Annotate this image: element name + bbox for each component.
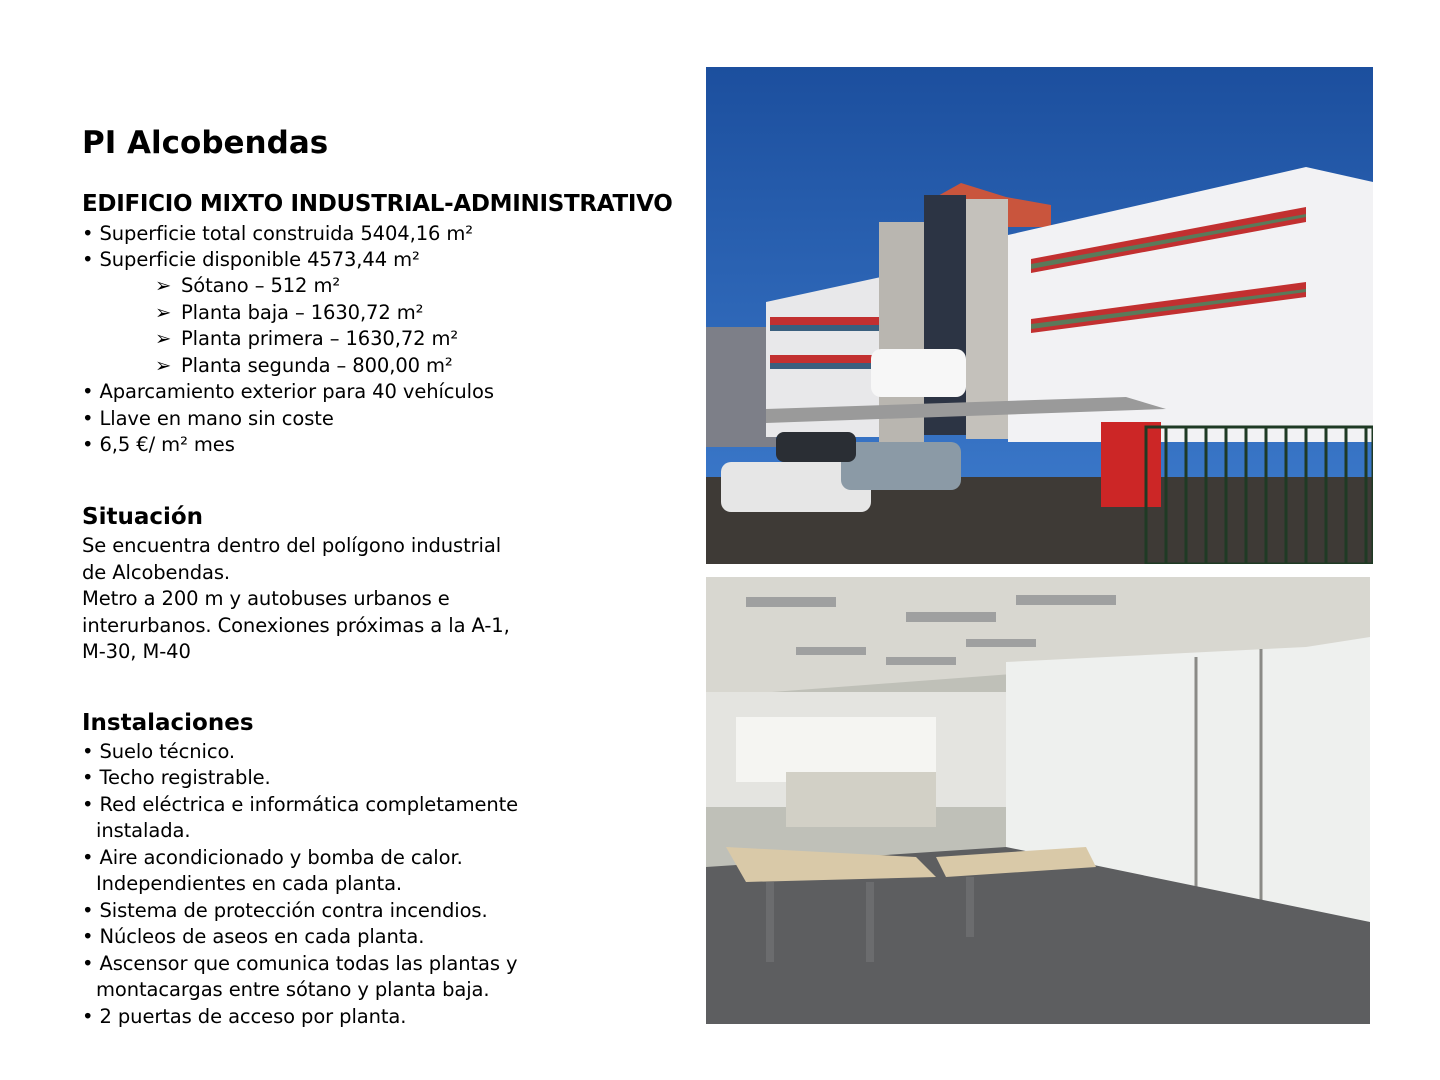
arrow-bullet-icon: ➢ bbox=[155, 274, 172, 297]
page-title: PI Alcobendas bbox=[82, 125, 329, 161]
floor-item: ➢ Planta segunda – 800,00 m² bbox=[155, 353, 453, 379]
office-interior-photo bbox=[706, 577, 1370, 1024]
instalaciones-line: montacargas entre sótano y planta baja. bbox=[96, 978, 490, 1001]
situacion-line: Se encuentra dentro del polígono industrial bbox=[82, 534, 502, 557]
feature-total-area: • Superficie total construida 5404,16 m² bbox=[82, 222, 474, 245]
feature-price: • 6,5 €/ m² mes bbox=[82, 433, 235, 456]
instalaciones-line: • Red eléctrica e informática completamente bbox=[82, 793, 519, 816]
instalaciones-line: • Sistema de protección contra incendios. bbox=[82, 899, 488, 922]
instalaciones-line: • Aire acondicionado y bomba de calor. bbox=[82, 846, 463, 869]
arrow-bullet-icon: ➢ bbox=[155, 301, 172, 324]
situacion-line: Metro a 200 m y autobuses urbanos e bbox=[82, 587, 450, 610]
instalaciones-heading: Instalaciones bbox=[82, 710, 254, 736]
building-exterior-photo bbox=[706, 67, 1373, 564]
feature-parking: • Aparcamiento exterior para 40 vehículos bbox=[82, 380, 494, 403]
instalaciones-line: instalada. bbox=[96, 819, 191, 842]
feature-turnkey: • Llave en mano sin coste bbox=[82, 407, 334, 430]
floor-item: ➢ Sótano – 512 m² bbox=[155, 273, 340, 299]
situacion-heading: Situación bbox=[82, 504, 204, 530]
instalaciones-line: • Ascensor que comunica todas las plantas y bbox=[82, 952, 518, 975]
situacion-line: de Alcobendas. bbox=[82, 561, 231, 584]
instalaciones-line: • Suelo técnico. bbox=[82, 740, 236, 763]
arrow-bullet-icon: ➢ bbox=[155, 327, 172, 350]
instalaciones-line: • 2 puertas de acceso por planta. bbox=[82, 1005, 407, 1028]
instalaciones-line: • Techo registrable. bbox=[82, 766, 271, 789]
instalaciones-line: Independientes en cada planta. bbox=[96, 872, 403, 895]
situacion-line: M-30, M-40 bbox=[82, 640, 191, 663]
feature-available-area: • Superficie disponible 4573,44 m² bbox=[82, 248, 420, 271]
situacion-line: interurbanos. Conexiones próximas a la A-1, bbox=[82, 614, 510, 637]
building-type-heading: EDIFICIO MIXTO INDUSTRIAL-ADMINISTRATIVO bbox=[82, 191, 673, 217]
floor-item: ➢ Planta primera – 1630,72 m² bbox=[155, 326, 458, 352]
arrow-bullet-icon: ➢ bbox=[155, 354, 172, 377]
instalaciones-line: • Núcleos de aseos en cada planta. bbox=[82, 925, 425, 948]
floor-item: ➢ Planta baja – 1630,72 m² bbox=[155, 300, 423, 326]
